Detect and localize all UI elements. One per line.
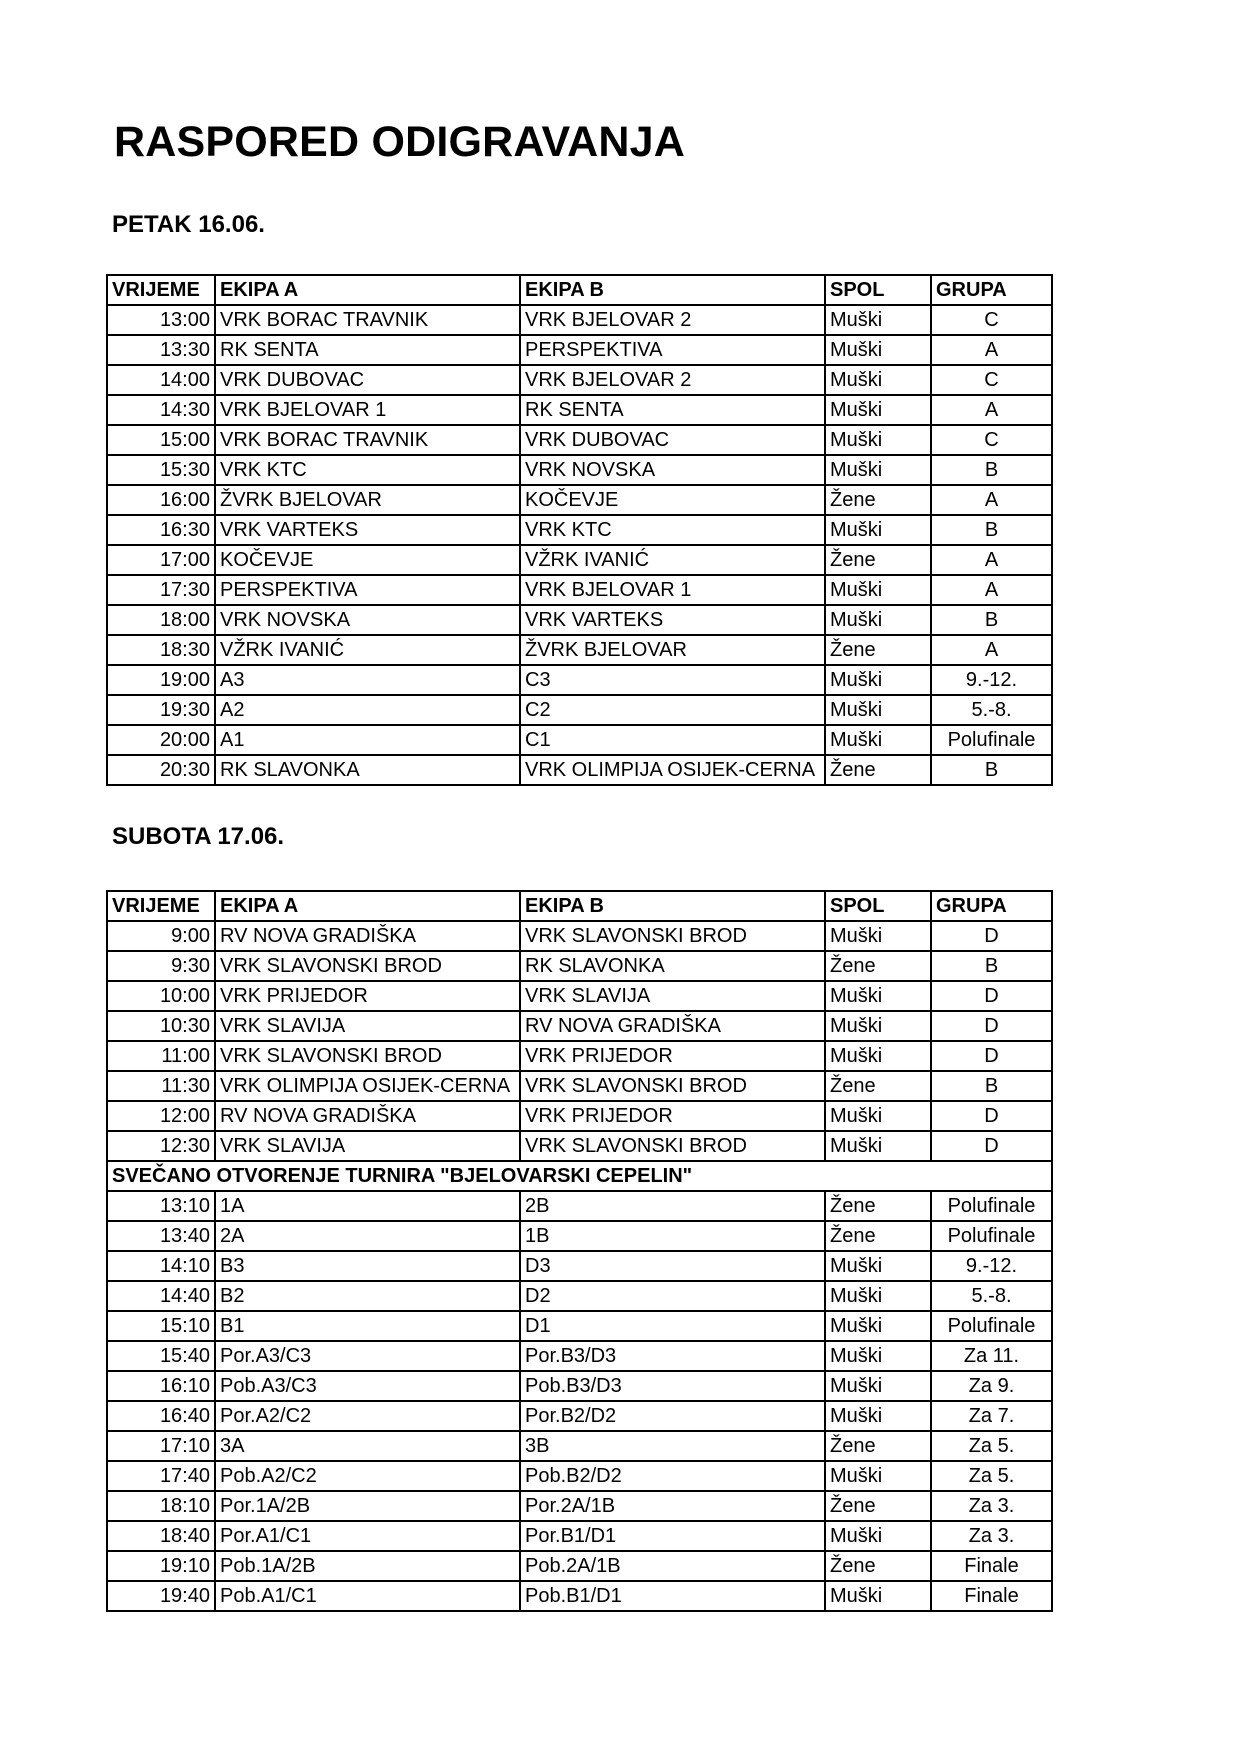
team-b: C2: [520, 695, 825, 725]
match-time: 12:00: [107, 1101, 215, 1131]
match-row: [107, 1281, 1052, 1311]
schedule-table: [106, 890, 1053, 1612]
team-b: VRK BJELOVAR 2: [520, 305, 825, 335]
team-a: RV NOVA GRADIŠKA: [215, 921, 520, 951]
group: B: [931, 455, 1052, 485]
match-time: 13:00: [107, 305, 215, 335]
group: 5.-8.: [931, 695, 1052, 725]
team-a: VRK NOVSKA: [215, 605, 520, 635]
group: B: [931, 605, 1052, 635]
team-a: Pob.1A/2B: [215, 1551, 520, 1581]
team-b: KOČEVJE: [520, 485, 825, 515]
team-b: Por.2A/1B: [520, 1491, 825, 1521]
match-row: [107, 1071, 1052, 1101]
match-time: 14:10: [107, 1251, 215, 1281]
team-b: D1: [520, 1311, 825, 1341]
team-b: Pob.B1/D1: [520, 1581, 825, 1611]
match-row: [107, 1401, 1052, 1431]
match-time: 18:10: [107, 1491, 215, 1521]
gender: Žene: [825, 1491, 931, 1521]
team-b: VRK BJELOVAR 2: [520, 365, 825, 395]
match-row: [107, 1431, 1052, 1461]
match-time: 18:40: [107, 1521, 215, 1551]
team-b: VRK SLAVONSKI BROD: [520, 1071, 825, 1101]
gender: Žene: [825, 755, 931, 785]
team-b: VŽRK IVANIĆ: [520, 545, 825, 575]
gender: Muški: [825, 575, 931, 605]
match-row: [107, 921, 1052, 951]
gender: Žene: [825, 1191, 931, 1221]
ceremony-row: [107, 1161, 1052, 1191]
match-time: 19:10: [107, 1551, 215, 1581]
gender: Muški: [825, 1461, 931, 1491]
team-b: C3: [520, 665, 825, 695]
team-b: Pob.B2/D2: [520, 1461, 825, 1491]
gender: Muški: [825, 605, 931, 635]
column-header-team-b: EKIPA B: [520, 275, 825, 305]
group: D: [931, 1041, 1052, 1071]
group: D: [931, 981, 1052, 1011]
gender: Muški: [825, 665, 931, 695]
team-a: ŽVRK BJELOVAR: [215, 485, 520, 515]
match-row: [107, 485, 1052, 515]
team-a: A3: [215, 665, 520, 695]
match-time: 14:30: [107, 395, 215, 425]
match-time: 9:30: [107, 951, 215, 981]
team-b: VRK SLAVIJA: [520, 981, 825, 1011]
day-heading: SUBOTA 17.06.: [112, 823, 285, 850]
match-row: [107, 335, 1052, 365]
group: D: [931, 1011, 1052, 1041]
team-a: VRK SLAVIJA: [215, 1011, 520, 1041]
group: A: [931, 335, 1052, 365]
team-a: RK SENTA: [215, 335, 520, 365]
group: Polufinale: [931, 1191, 1052, 1221]
match-row: [107, 605, 1052, 635]
team-b: VRK PRIJEDOR: [520, 1101, 825, 1131]
column-header-group: GRUPA: [931, 275, 1052, 305]
gender: Žene: [825, 485, 931, 515]
gender: Muški: [825, 305, 931, 335]
match-time: 19:30: [107, 695, 215, 725]
team-a: B3: [215, 1251, 520, 1281]
schedule-body: [107, 305, 1052, 785]
team-a: VŽRK IVANIĆ: [215, 635, 520, 665]
group: Za 3.: [931, 1521, 1052, 1551]
team-a: PERSPEKTIVA: [215, 575, 520, 605]
schedule-body: [107, 921, 1052, 1611]
group: D: [931, 1101, 1052, 1131]
team-b: RV NOVA GRADIŠKA: [520, 1011, 825, 1041]
match-row: [107, 755, 1052, 785]
team-b: VRK BJELOVAR 1: [520, 575, 825, 605]
team-a: 3A: [215, 1431, 520, 1461]
match-row: [107, 1521, 1052, 1551]
team-b: RK SLAVONKA: [520, 951, 825, 981]
team-b: ŽVRK BJELOVAR: [520, 635, 825, 665]
gender: Muški: [825, 921, 931, 951]
day-heading: PETAK 16.06.: [112, 211, 265, 238]
match-time: 14:40: [107, 1281, 215, 1311]
team-b: Por.B1/D1: [520, 1521, 825, 1551]
match-time: 11:30: [107, 1071, 215, 1101]
match-row: [107, 575, 1052, 605]
match-row: [107, 455, 1052, 485]
column-header-time: VRIJEME: [107, 891, 215, 921]
team-a: Por.A2/C2: [215, 1401, 520, 1431]
team-a: VRK BJELOVAR 1: [215, 395, 520, 425]
match-time: 16:40: [107, 1401, 215, 1431]
team-b: VRK SLAVONSKI BROD: [520, 921, 825, 951]
team-a: Pob.A1/C1: [215, 1581, 520, 1611]
match-row: [107, 1551, 1052, 1581]
group: Polufinale: [931, 725, 1052, 755]
match-time: 17:10: [107, 1431, 215, 1461]
team-a: VRK BORAC TRAVNIK: [215, 425, 520, 455]
gender: Muški: [825, 425, 931, 455]
group: 5.-8.: [931, 1281, 1052, 1311]
gender: Muški: [825, 1371, 931, 1401]
team-b: VRK PRIJEDOR: [520, 1041, 825, 1071]
match-time: 17:30: [107, 575, 215, 605]
match-row: [107, 635, 1052, 665]
match-row: [107, 1191, 1052, 1221]
match-row: [107, 305, 1052, 335]
team-b: RK SENTA: [520, 395, 825, 425]
gender: Muški: [825, 395, 931, 425]
match-row: [107, 1131, 1052, 1161]
match-row: [107, 951, 1052, 981]
match-time: 18:00: [107, 605, 215, 635]
gender: Muški: [825, 1251, 931, 1281]
match-row: [107, 1371, 1052, 1401]
group: Za 3.: [931, 1491, 1052, 1521]
gender: Žene: [825, 1551, 931, 1581]
match-row: [107, 1011, 1052, 1041]
gender: Muški: [825, 1281, 931, 1311]
gender: Žene: [825, 635, 931, 665]
team-b: VRK KTC: [520, 515, 825, 545]
group: C: [931, 365, 1052, 395]
team-a: VRK SLAVONSKI BROD: [215, 1041, 520, 1071]
team-a: VRK VARTEKS: [215, 515, 520, 545]
team-a: B1: [215, 1311, 520, 1341]
team-b: VRK VARTEKS: [520, 605, 825, 635]
group: Polufinale: [931, 1311, 1052, 1341]
match-time: 17:40: [107, 1461, 215, 1491]
match-time: 15:40: [107, 1341, 215, 1371]
match-time: 20:30: [107, 755, 215, 785]
match-row: [107, 1041, 1052, 1071]
group: Za 9.: [931, 1371, 1052, 1401]
match-time: 10:30: [107, 1011, 215, 1041]
column-header-team-a: EKIPA A: [215, 891, 520, 921]
match-time: 15:30: [107, 455, 215, 485]
group: Za 5.: [931, 1431, 1052, 1461]
team-a: VRK BORAC TRAVNIK: [215, 305, 520, 335]
group: C: [931, 425, 1052, 455]
team-a: A1: [215, 725, 520, 755]
gender: Muški: [825, 515, 931, 545]
gender: Žene: [825, 1221, 931, 1251]
page-title: RASPORED ODIGRAVANJA: [114, 118, 686, 166]
match-row: [107, 1581, 1052, 1611]
gender: Muški: [825, 1101, 931, 1131]
team-a: Por.A1/C1: [215, 1521, 520, 1551]
gender: Žene: [825, 1071, 931, 1101]
group: B: [931, 755, 1052, 785]
group: A: [931, 575, 1052, 605]
team-a: B2: [215, 1281, 520, 1311]
match-row: [107, 725, 1052, 755]
match-time: 10:00: [107, 981, 215, 1011]
match-row: [107, 1311, 1052, 1341]
match-row: [107, 545, 1052, 575]
match-row: [107, 1251, 1052, 1281]
team-b: PERSPEKTIVA: [520, 335, 825, 365]
match-row: [107, 1341, 1052, 1371]
group: A: [931, 635, 1052, 665]
header-row: [107, 275, 1052, 305]
column-header-team-b: EKIPA B: [520, 891, 825, 921]
column-header-team-a: EKIPA A: [215, 275, 520, 305]
match-time: 9:00: [107, 921, 215, 951]
match-row: [107, 395, 1052, 425]
team-b: D3: [520, 1251, 825, 1281]
match-time: 20:00: [107, 725, 215, 755]
gender: Muški: [825, 1581, 931, 1611]
column-header-group: GRUPA: [931, 891, 1052, 921]
team-a: 2A: [215, 1221, 520, 1251]
group: Za 11.: [931, 1341, 1052, 1371]
team-a: VRK KTC: [215, 455, 520, 485]
group: C: [931, 305, 1052, 335]
schedule-table: [106, 274, 1053, 786]
match-time: 18:30: [107, 635, 215, 665]
group: 9.-12.: [931, 665, 1052, 695]
match-time: 16:00: [107, 485, 215, 515]
team-a: VRK SLAVIJA: [215, 1131, 520, 1161]
group: B: [931, 951, 1052, 981]
gender: Muški: [825, 981, 931, 1011]
match-time: 13:30: [107, 335, 215, 365]
team-a: KOČEVJE: [215, 545, 520, 575]
team-b: D2: [520, 1281, 825, 1311]
team-a: VRK PRIJEDOR: [215, 981, 520, 1011]
match-row: [107, 1221, 1052, 1251]
group: D: [931, 1131, 1052, 1161]
gender: Žene: [825, 1431, 931, 1461]
match-time: 13:10: [107, 1191, 215, 1221]
team-a: Por.A3/C3: [215, 1341, 520, 1371]
team-b: 3B: [520, 1431, 825, 1461]
group: B: [931, 515, 1052, 545]
team-b: VRK NOVSKA: [520, 455, 825, 485]
match-row: [107, 665, 1052, 695]
match-time: 12:30: [107, 1131, 215, 1161]
match-row: [107, 1461, 1052, 1491]
team-a: Pob.A3/C3: [215, 1371, 520, 1401]
group: 9.-12.: [931, 1251, 1052, 1281]
team-b: Pob.2A/1B: [520, 1551, 825, 1581]
group: Finale: [931, 1581, 1052, 1611]
match-row: [107, 425, 1052, 455]
match-time: 16:30: [107, 515, 215, 545]
gender: Muški: [825, 1401, 931, 1431]
group: Za 5.: [931, 1461, 1052, 1491]
team-b: 2B: [520, 1191, 825, 1221]
ceremony-label: SVEČANO OTVORENJE TURNIRA "BJELOVARSKI CEPELIN": [107, 1161, 1052, 1191]
gender: Muški: [825, 1521, 931, 1551]
team-b: VRK OLIMPIJA OSIJEK-CERNA: [520, 755, 825, 785]
team-a: 1A: [215, 1191, 520, 1221]
match-row: [107, 1491, 1052, 1521]
match-time: 16:10: [107, 1371, 215, 1401]
team-a: Pob.A2/C2: [215, 1461, 520, 1491]
group: D: [931, 921, 1052, 951]
group: Za 7.: [931, 1401, 1052, 1431]
team-b: Por.B3/D3: [520, 1341, 825, 1371]
team-b: Pob.B3/D3: [520, 1371, 825, 1401]
group: A: [931, 485, 1052, 515]
team-b: VRK DUBOVAC: [520, 425, 825, 455]
team-a: VRK OLIMPIJA OSIJEK-CERNA: [215, 1071, 520, 1101]
team-a: A2: [215, 695, 520, 725]
gender: Žene: [825, 951, 931, 981]
team-a: RK SLAVONKA: [215, 755, 520, 785]
column-header-gender: SPOL: [825, 275, 931, 305]
gender: Muški: [825, 725, 931, 755]
match-row: [107, 515, 1052, 545]
team-b: 1B: [520, 1221, 825, 1251]
team-b: VRK SLAVONSKI BROD: [520, 1131, 825, 1161]
gender: Muški: [825, 1011, 931, 1041]
match-time: 19:00: [107, 665, 215, 695]
team-a: VRK SLAVONSKI BROD: [215, 951, 520, 981]
match-row: [107, 981, 1052, 1011]
match-row: [107, 365, 1052, 395]
team-a: RV NOVA GRADIŠKA: [215, 1101, 520, 1131]
match-row: [107, 1101, 1052, 1131]
group: A: [931, 395, 1052, 425]
match-time: 17:00: [107, 545, 215, 575]
group: A: [931, 545, 1052, 575]
team-b: C1: [520, 725, 825, 755]
gender: Muški: [825, 365, 931, 395]
group: B: [931, 1071, 1052, 1101]
group: Finale: [931, 1551, 1052, 1581]
group: Polufinale: [931, 1221, 1052, 1251]
gender: Muški: [825, 1311, 931, 1341]
column-header-time: VRIJEME: [107, 275, 215, 305]
header-row: [107, 891, 1052, 921]
match-time: 13:40: [107, 1221, 215, 1251]
match-row: [107, 695, 1052, 725]
team-b: Por.B2/D2: [520, 1401, 825, 1431]
team-a: Por.1A/2B: [215, 1491, 520, 1521]
match-time: 19:40: [107, 1581, 215, 1611]
gender: Muški: [825, 695, 931, 725]
match-time: 14:00: [107, 365, 215, 395]
match-time: 15:00: [107, 425, 215, 455]
gender: Muški: [825, 1131, 931, 1161]
gender: Muški: [825, 455, 931, 485]
match-time: 11:00: [107, 1041, 215, 1071]
gender: Žene: [825, 545, 931, 575]
gender: Muški: [825, 335, 931, 365]
column-header-gender: SPOL: [825, 891, 931, 921]
team-a: VRK DUBOVAC: [215, 365, 520, 395]
gender: Muški: [825, 1341, 931, 1371]
match-time: 15:10: [107, 1311, 215, 1341]
gender: Muški: [825, 1041, 931, 1071]
